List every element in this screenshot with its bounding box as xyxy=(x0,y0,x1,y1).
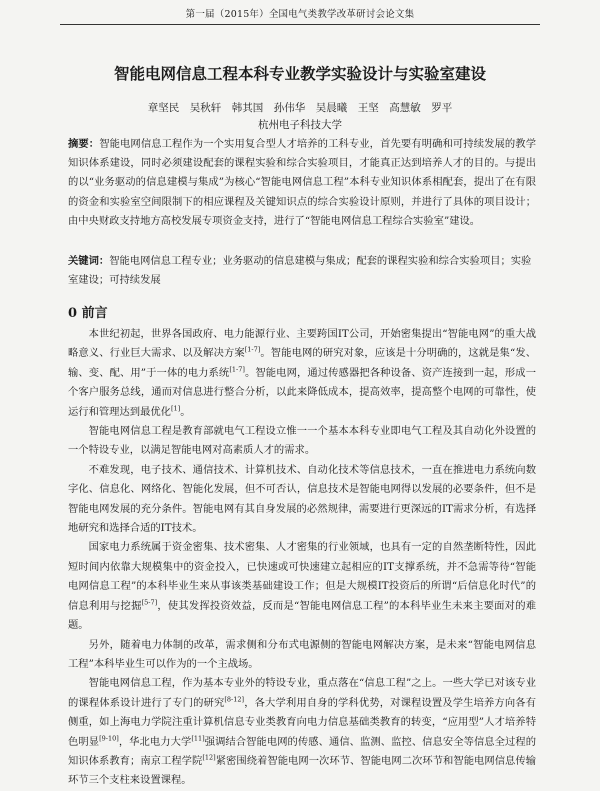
citation: [8-12] xyxy=(224,695,245,704)
citation: [1] xyxy=(170,404,181,413)
keywords-label: 关键词： xyxy=(68,255,110,267)
section-heading: 0 前言 xyxy=(68,306,108,321)
paper-title: 智能电网信息工程本科专业教学实验设计与实验室建设 xyxy=(113,65,486,83)
body-text xyxy=(68,325,536,791)
paragraph: 不难发现，电子技术、通信技术、计算机技术、自动化技术等信息技术，一直在推进电力系统向数字化、信息化、网络化、智能化发展，但不可否认，信息技术是智能电网得以发展的必要条件，但不是智能电网发展的充分条件。智能电网有其自身发展的必然规律，需要进行更深远的IT需求分析，有选择地研究和选择合适的IT技术。 xyxy=(68,463,536,535)
citation: [11] xyxy=(191,734,205,743)
running-head: 第一届（2015年）全国电气类教学改革研讨会论文集 xyxy=(60,6,540,25)
paragraph: 智能电网信息工程，作为基本专业外的特设专业，重点落在“信息工程”之上。一些大学已对该专业的课程体系设计进行了专门的研究[8-12]，各大学利用自身的学科优势，对课程设置及学生培养方向各有侧重，如上海电力学院注重计算机信息专业类教育向电力信息基础类教育的转变，“应用型”人才培养特色明显[9-10]，华北电力大学[11]强调结合智能电网的传感、通信、监测、监控、信息安全等信息全过程的知识体系教育；南京工程学院[12]紧密围绕着智能电网一次环节、智能电网二次环节和智能电网信息传输环节三个支柱来设置课程。 xyxy=(68,677,537,787)
keyword-item: 可持续发展 xyxy=(109,274,161,287)
affiliation: 杭州电子科技大学 xyxy=(258,119,342,131)
keyword-item: 业务驱动的信息建模与集成 xyxy=(222,255,347,267)
citation: [1-7] xyxy=(244,345,261,354)
abstract-label: 摘要： xyxy=(68,138,100,150)
paragraph: 国家电力系统属于资金密集、技术密集、人才密集的行业领域，也具有一定的自然垄断特性，因此短时间内依靠大规模集中的资金投入，已快速或可快速建立起相应的IT支撑系统，并不急需等待“智能电网信息工程”的本科毕业生来从事该类基础建设工作；但是大规模IT投资后的所谓“后信息化时代”的信息利用与挖掘[5-7]，使其发挥投资效益，反而是“智能电网信息工程”的本科毕业生未来主要面对的难题。 xyxy=(68,541,537,632)
paragraph: 智能电网信息工程是教育部就电气工程设立惟一一个基本本科专业即电气工程及其自动化外设置的一个特设专业，以满足智能电网对高素质人才的需求。 xyxy=(68,425,536,457)
keyword-item: 实验室建设 xyxy=(68,255,532,287)
citation: [12] xyxy=(202,753,216,762)
citation: [5-7] xyxy=(141,598,158,607)
keywords: 关键词：智能电网信息工程专业；业务驱动的信息建模与集成；配套的课程实验和综合实验项目；实验室建设；可持续发展 xyxy=(68,255,532,287)
citation: [1-7] xyxy=(229,365,245,374)
author-list: 章坚民 吴秋轩 韩其国 孙伟华 吴晨曦 王坚 高慧敏 罗平 xyxy=(147,102,453,114)
abstract xyxy=(68,135,536,231)
paragraph: 另外，随着电力体制的改革，需求侧和分布式电源侧的智能电网解决方案，是未来“智能电网信息工程”本科毕业生可以作为的一个主战场。 xyxy=(68,638,536,670)
keyword-item: 智能电网信息工程专业 xyxy=(109,255,213,267)
keyword-item: 配套的课程实验和综合实验项目 xyxy=(356,255,501,267)
citation: [9-10] xyxy=(99,734,119,743)
abstract-text: 智能电网信息工程作为一个实用复合型人才培养的工科专业，首先要有明确和可持续发展的教学知识体系建设，同时必须建设配套的课程实验和综合实验项目，才能真正达到培养人才的目的。与提出的以“业务驱动的信息建模与集成”为核心“智能电网信息工程”本科专业知识体系相配套，提出了在有限的资金和实验室空间限制下的相应课程及关键知识点的综合实验设计原则，并进行了具体的项目设计；由中央财政支持地方高校发展专项资金支持，进行了“智能电网信息工程综合实验室”建设。 xyxy=(68,138,537,227)
paragraph: 本世纪初起，世界各国政府、电力能源行业、主要跨国IT公司，开始密集提出“智能电网”的重大战略意义、行业巨大需求、以及解决方案[1-7]。智能电网的研究对象，应该是十分明确的，这就是集“发、输、变、配、用”于一体的电力系统[1-7]。智能电网，通过传感器把各种设备、资产连接到一起，形成一个客户服务总线，通而对信息进行整合分析，以此来降低成本，提高效率，提高整个电网的可靠性，使运行和管理达到最优化[1]。 xyxy=(68,328,537,418)
